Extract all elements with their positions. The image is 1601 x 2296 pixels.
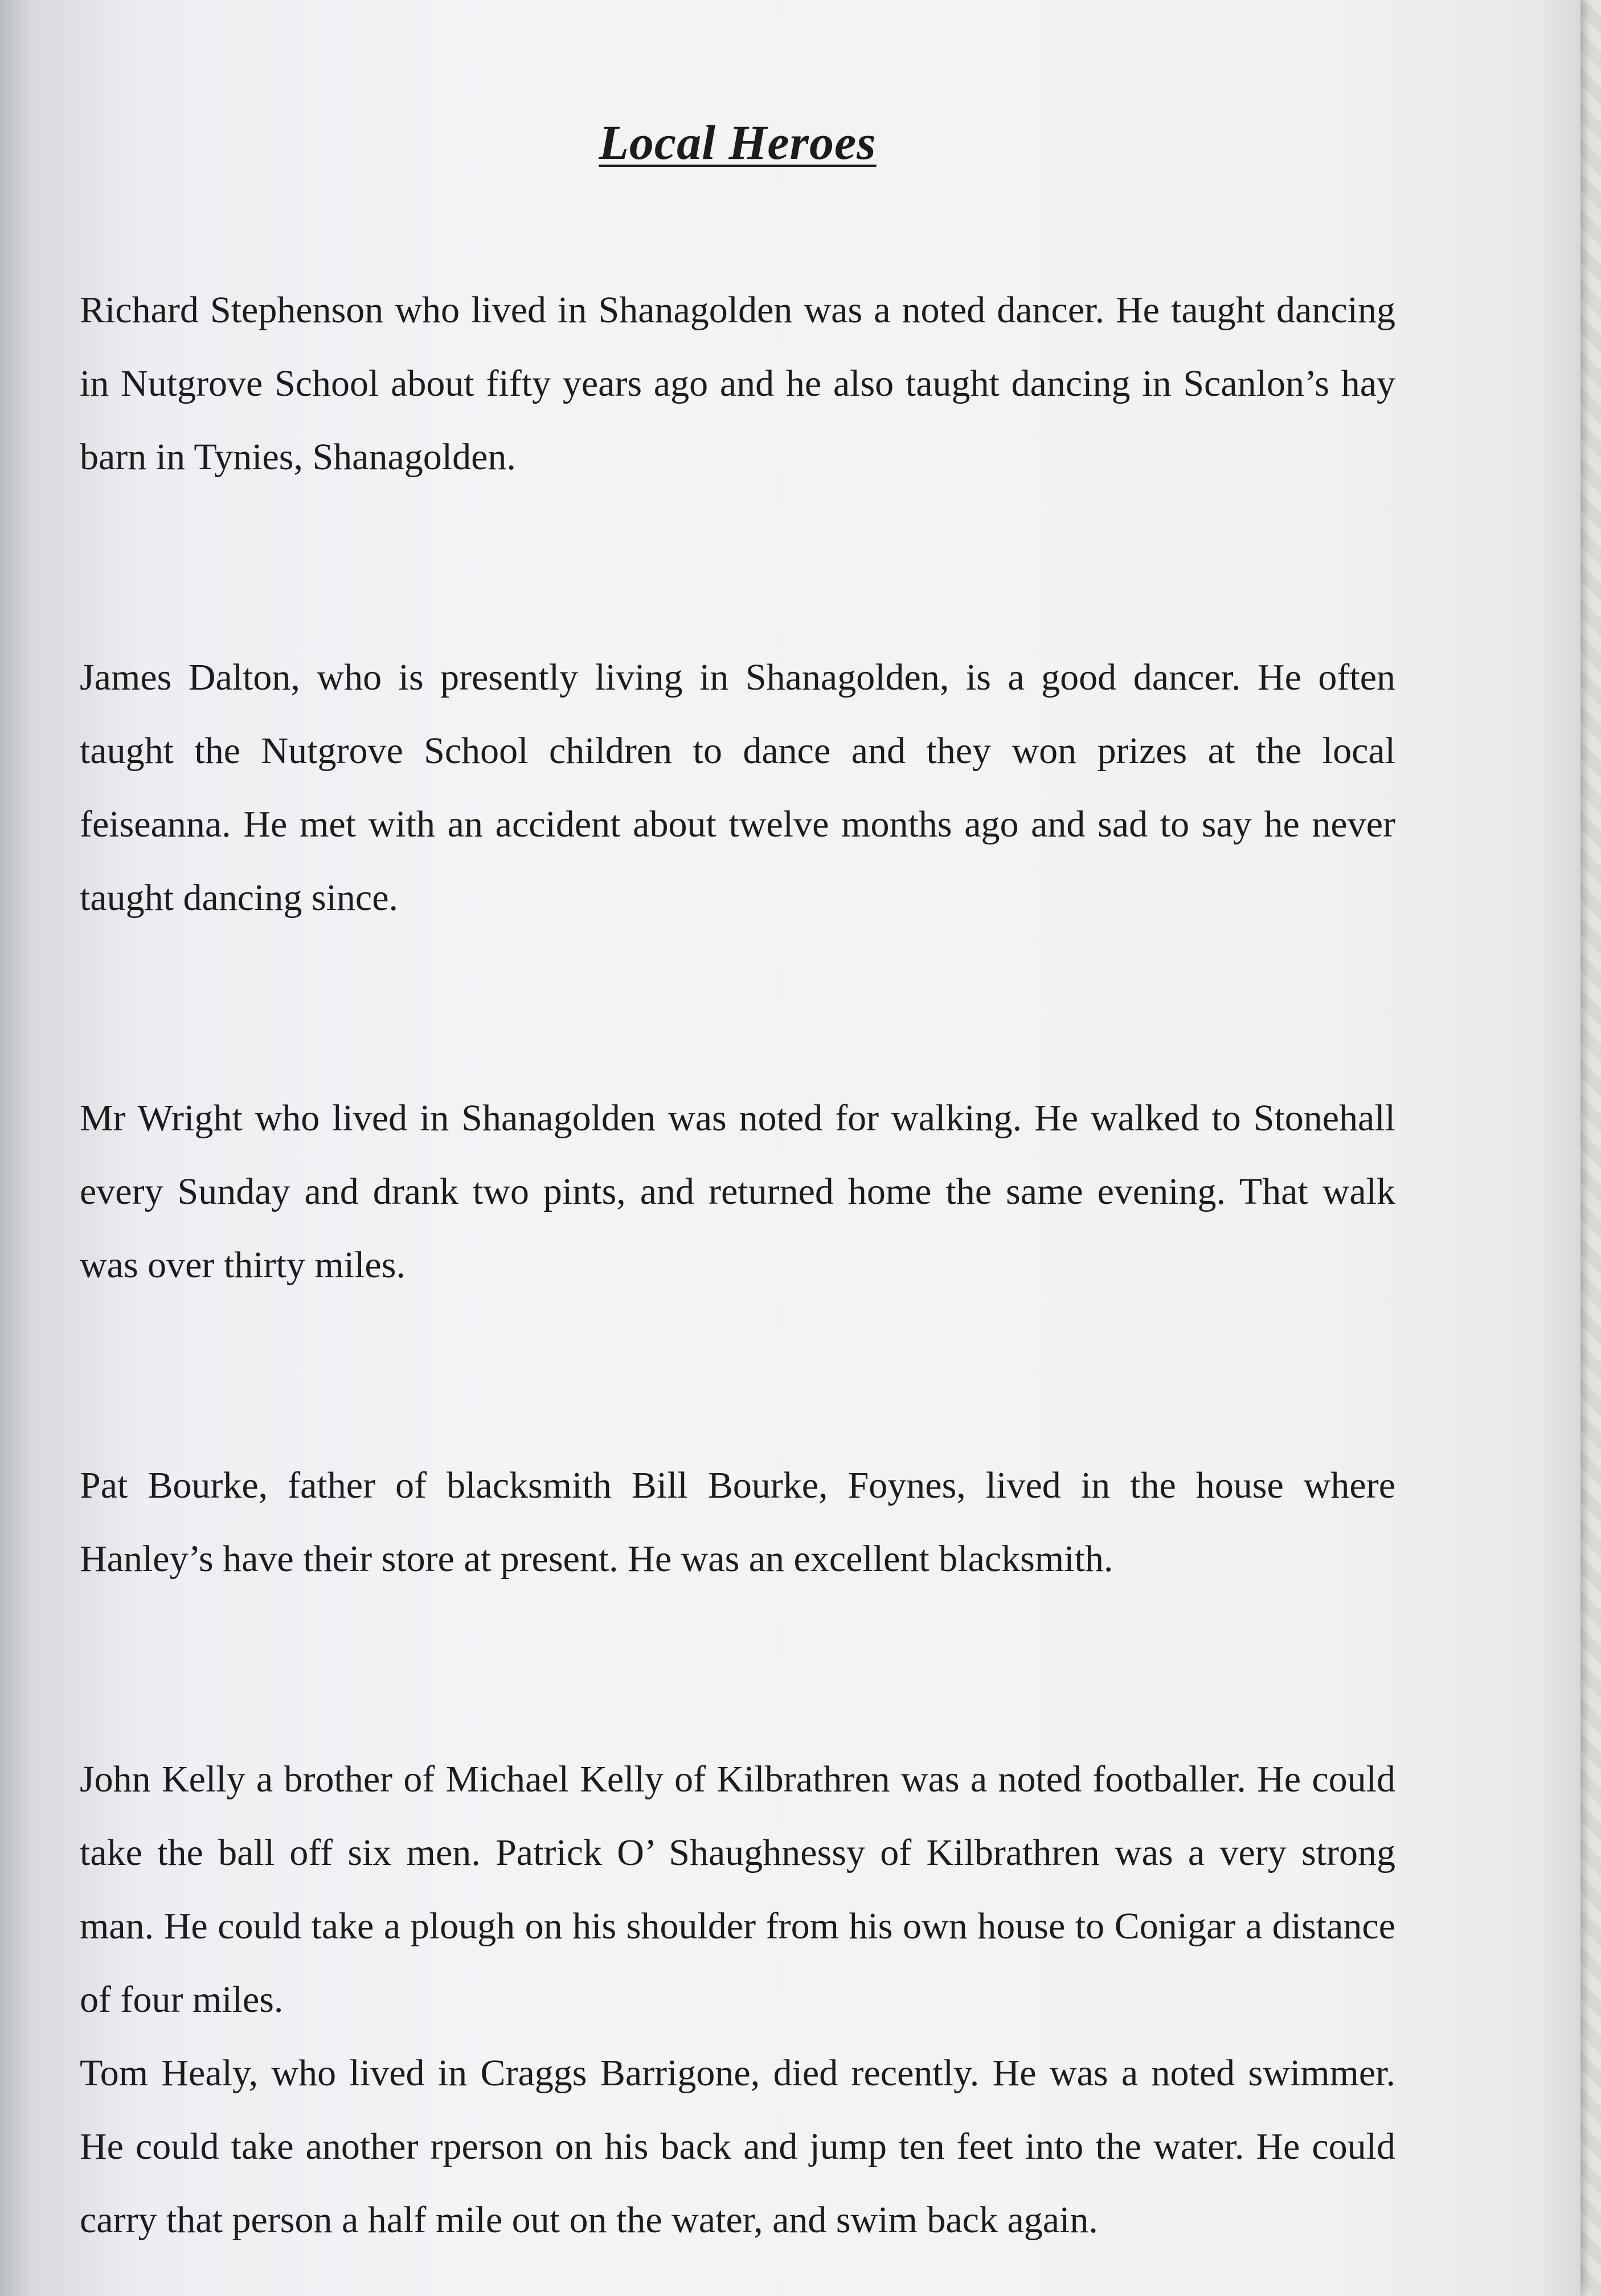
paragraph-stephenson: Richard Stephenson who lived in Shanagolden was a noted dancer. He taught dancing in Nutgrove School about fifty years ago and he also taught dancing in Scanlon’s hay barn in Tynies, Shanagolden. — [80, 289, 1395, 478]
paragraph-dalton: James Dalton, who is presently living in Shanagolden, is a good dancer. He often taught the Nutgrove School children to dance and they won prizes at the local feiseanna. He met with an accident about twelve months ago and sad to say he never taught dancing since. — [80, 657, 1395, 919]
document-content — [80, 114, 1395, 2257]
paragraph-kelly: John Kelly a brother of Michael Kelly of Kilbrathren was a noted footballer. He could take the ball off six men. Patrick O’ Shaughnessy of Kilbrathren was a very strong man. He could take a plough on his shoulder from his own house to Conigar a distance of four miles. — [80, 1758, 1395, 2020]
page-title: Local Heroes — [599, 115, 877, 170]
paragraph-wright: Mr Wright who lived in Shanagolden was noted for walking. He walked to Stonehall every Sunday and drank two pints, and returned home the same evening. That walk was over thirty miles. — [80, 1097, 1395, 1286]
paragraph-bourke: Pat Bourke, father of blacksmith Bill Bourke, Foynes, lived in the house where Hanley’s have their store at present. He was an excellent blacksmith. — [80, 1465, 1395, 1580]
paragraph-healy: Tom Healy, who lived in Craggs Barrigone, died recently. He was a noted swimmer. He could take another rperson on his back and jump ten feet into the water. He could carry that person a half mile out on the water, and swim back again. — [80, 2052, 1395, 2241]
